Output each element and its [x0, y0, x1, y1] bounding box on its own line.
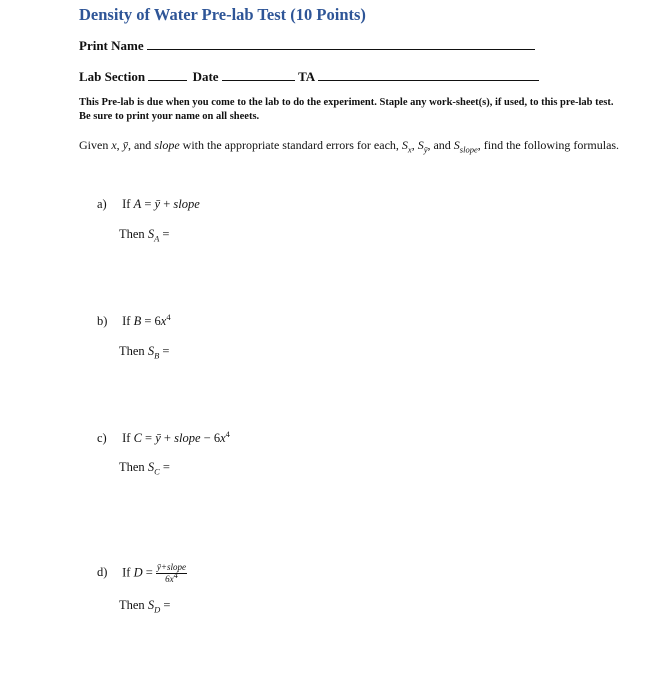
part-d-eq: =	[145, 565, 153, 580]
part-d-denominator: $6x^4$	[165, 570, 178, 584]
part-a-then	[119, 227, 169, 242]
part-a-plus: +	[163, 197, 171, 211]
given-x: x	[111, 138, 117, 152]
part-b-equals: =	[162, 344, 170, 358]
part-a-then-label: Then	[119, 227, 145, 241]
date-label: Date	[192, 69, 219, 84]
part-c-expr: $6x^4$	[213, 428, 230, 445]
part-c-plus: +	[163, 431, 171, 445]
part-a-var: A	[133, 197, 142, 211]
part-a-eq: =	[144, 197, 152, 211]
given-and1: , and	[127, 138, 152, 152]
part-c-var: C	[133, 431, 142, 445]
part-a-if: If	[122, 197, 131, 211]
part-b-then-label: Then	[119, 344, 145, 358]
part-b-error-symbol: $S_B$	[147, 344, 160, 361]
ta-field[interactable]	[318, 68, 539, 81]
part-b-expr: $6x^4$	[154, 311, 171, 328]
part-c-ybar: ȳ	[155, 431, 161, 445]
part-a-letter: a)	[97, 197, 107, 211]
part-a-error-symbol: $S_A$	[147, 227, 160, 244]
part-b-if: If	[122, 314, 131, 328]
part-c-slope: slope	[174, 431, 201, 445]
page-title: Density of Water Pre-lab Test (10 Points)	[79, 5, 366, 24]
ta-label: TA	[298, 69, 316, 84]
given-suffix: find the following formulas.	[483, 138, 620, 152]
part-a-slope: slope	[173, 197, 200, 211]
given-prefix: Given	[79, 138, 109, 152]
part-b-eq: =	[144, 314, 152, 328]
part-b	[97, 311, 171, 329]
lab-section-field[interactable]	[148, 68, 187, 81]
part-d-fraction	[156, 562, 187, 585]
lab-info-row	[79, 68, 539, 85]
part-d	[97, 562, 187, 585]
part-c-then	[119, 460, 170, 475]
given-sybar: $S_ȳ$	[417, 138, 428, 155]
part-a	[97, 197, 200, 212]
part-d-var: D	[133, 565, 143, 580]
part-c-letter: c)	[97, 431, 107, 445]
part-c-then-label: Then	[119, 460, 145, 474]
part-a-equals: =	[162, 227, 170, 241]
part-d-numerator: ȳ+slope	[156, 562, 186, 572]
part-d-error-symbol: $S_D$	[147, 598, 161, 615]
lab-section-label: Lab Section	[79, 69, 146, 84]
date-field[interactable]	[222, 68, 295, 81]
instructions-text: This Pre-lab is due when you come to the lab to do the experiment. Staple any work-sheet(s), if used, to this pre-lab test. Be sure to print your name on all sheets.	[79, 97, 614, 122]
part-a-ybar: ȳ	[154, 197, 161, 211]
given-ybar: ȳ	[122, 138, 128, 152]
print-name-label: Print Name	[79, 38, 144, 53]
part-d-then-label: Then	[119, 598, 145, 612]
part-c-if: If	[122, 431, 131, 445]
given-slope: slope	[154, 138, 180, 152]
print-name-row	[79, 37, 535, 54]
part-c-equals: =	[162, 460, 170, 474]
part-b-var: B	[133, 314, 142, 328]
part-d-then	[119, 598, 170, 613]
print-name-field[interactable]	[147, 37, 535, 50]
given-and2: , and	[427, 138, 451, 152]
given-mid: with the appropriate standard errors for each,	[182, 138, 399, 152]
part-d-equals: =	[163, 598, 171, 612]
part-d-if: If	[122, 565, 131, 580]
part-c-minus: −	[203, 431, 211, 445]
part-c-eq: =	[145, 431, 153, 445]
given-sslope: $S_{slope}$	[453, 138, 478, 155]
part-b-then	[119, 344, 169, 359]
part-b-letter: b)	[97, 314, 108, 328]
given-statement: Given x, ȳ, and slope with the appropriate standard errors for each, $S_x$, $S_ȳ$, and $S_{slope}$, find the following formulas.	[79, 138, 620, 155]
part-c	[97, 428, 230, 446]
part-c-error-symbol: $S_C$	[147, 460, 160, 477]
given-sx: $S_x$	[401, 138, 412, 155]
part-d-letter: d)	[97, 565, 108, 580]
